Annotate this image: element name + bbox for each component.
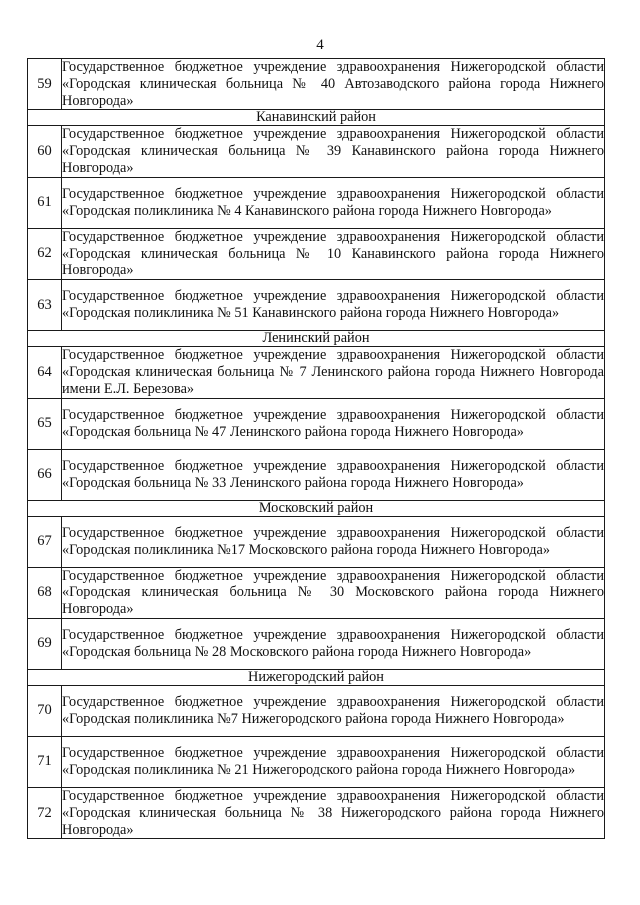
institution-name: Государственное бюджетное учреждение здравоохранения Нижегородской области «Городская клиническая больница № 40 Автозаводского района города Нижнего Новгорода» — [62, 59, 604, 109]
table-row — [28, 126, 605, 177]
table-row — [28, 567, 605, 618]
row-number: 70 — [28, 685, 62, 736]
table-row — [28, 398, 605, 449]
institution-name: Государственное бюджетное учреждение здравоохранения Нижегородской области «Городская поликлиника № 51 Канавинского района города Нижнего Новгорода» — [62, 280, 605, 331]
institution-name: Государственное бюджетное учреждение здравоохранения Нижегородской области «Городская поликлиника №7 Нижегородского района города Нижнего Новгорода» — [62, 685, 605, 736]
table-body — [28, 59, 605, 839]
row-number: 65 — [28, 398, 62, 449]
row-number: 67 — [28, 516, 62, 567]
table-row — [28, 736, 605, 787]
district-name: Нижегородский район — [28, 669, 605, 685]
table-row — [28, 516, 605, 567]
row-number: 72 — [28, 787, 62, 838]
table-row — [28, 177, 605, 228]
table-row — [28, 59, 605, 110]
institution-name: Государственное бюджетное учреждение здравоохранения Нижегородской области «Городская поликлиника №17 Московского района города Нижнего Новгорода» — [62, 516, 605, 567]
district-header-row — [28, 669, 605, 685]
row-number: 59 — [28, 59, 62, 110]
institution-name: Государственное бюджетное учреждение здравоохранения Нижегородской области «Городская больница № 47 Ленинского района города Нижнего Новгорода» — [62, 398, 605, 449]
institution-name: Государственное бюджетное учреждение здравоохранения Нижегородской области «Городская поликлиника № 4 Канавинского района города Нижнего Новгорода» — [62, 177, 605, 228]
row-number: 71 — [28, 736, 62, 787]
row-number: 66 — [28, 449, 62, 500]
table-row — [28, 228, 605, 279]
institutions-table — [27, 58, 605, 839]
district-name: Ленинский район — [28, 331, 605, 347]
institution-name: Государственное бюджетное учреждение здравоохранения Нижегородской области «Городская клиническая больница № 39 Канавинского района города Нижнего Новгорода» — [62, 126, 604, 176]
table-row — [28, 787, 605, 838]
table-row — [28, 280, 605, 331]
row-number: 69 — [28, 618, 62, 669]
row-number: 64 — [28, 347, 62, 398]
district-header-row — [28, 331, 605, 347]
institution-name: Государственное бюджетное учреждение здравоохранения Нижегородской области «Городская клиническая больница № 38 Нижегородского района города Нижнего Новгорода» — [62, 787, 604, 838]
row-number: 62 — [28, 228, 62, 279]
district-name: Канавинский район — [28, 110, 605, 126]
institution-name: Государственное бюджетное учреждение здравоохранения Нижегородской области «Городская поликлиника № 21 Нижегородского района города Нижнего Новгорода» — [62, 736, 605, 787]
institution-name: Государственное бюджетное учреждение здравоохранения Нижегородской области «Городская больница № 28 Московского района города Нижнего Новгорода» — [62, 618, 605, 669]
table-row — [28, 685, 605, 736]
table-row — [28, 449, 605, 500]
row-number: 63 — [28, 280, 62, 331]
institution-name: Государственное бюджетное учреждение здравоохранения Нижегородской области «Городская больница № 33 Ленинского района города Нижнего Новгорода» — [62, 449, 605, 500]
table-row — [28, 347, 605, 398]
institution-name: Государственное бюджетное учреждение здравоохранения Нижегородской области «Городская клиническая больница № 7 Ленинского района города Нижнего Новгорода имени Е.Л. Березова» — [62, 347, 604, 397]
page-number: 4 — [316, 37, 324, 53]
district-header-row — [28, 500, 605, 516]
institution-name: Государственное бюджетное учреждение здравоохранения Нижегородской области «Городская клиническая больница № 10 Канавинского района города Нижнего Новгорода» — [62, 228, 604, 279]
district-header-row — [28, 110, 605, 126]
table-row — [28, 618, 605, 669]
district-name: Московский район — [28, 500, 605, 516]
row-number: 60 — [28, 126, 62, 177]
row-number: 61 — [28, 177, 62, 228]
institution-name: Государственное бюджетное учреждение здравоохранения Нижегородской области «Городская клиническая больница № 30 Московского района города Нижнего Новгорода» — [62, 567, 604, 618]
row-number: 68 — [28, 567, 62, 618]
